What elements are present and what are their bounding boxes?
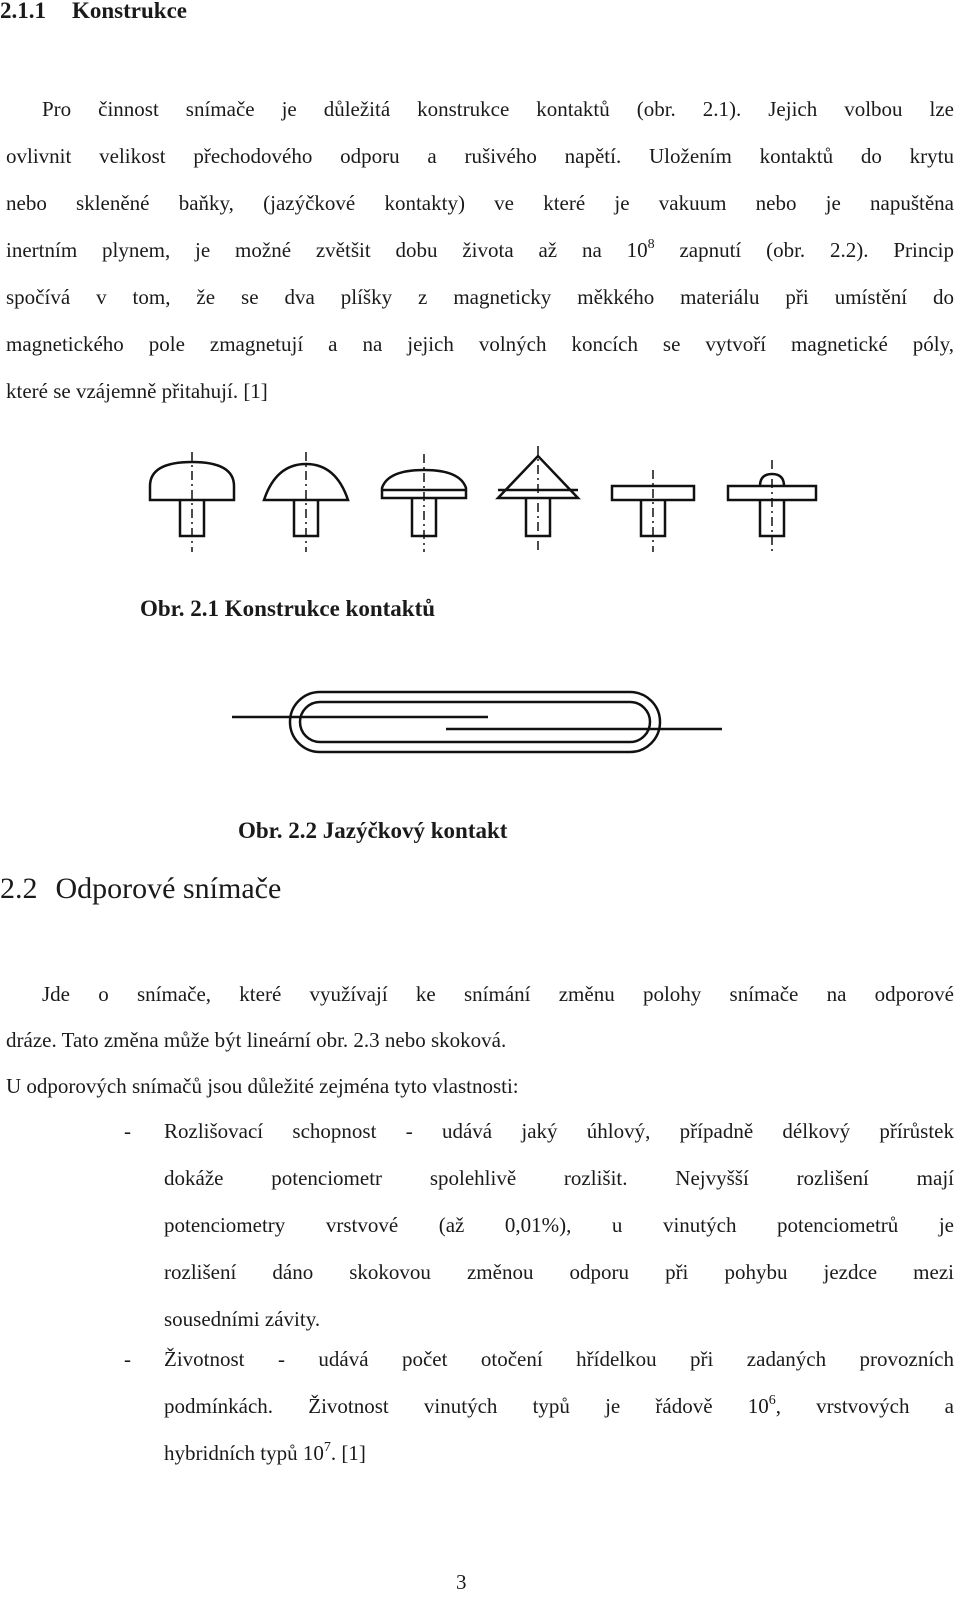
list-item-lifetime: [124, 1336, 954, 1486]
exponent: 7: [323, 1440, 331, 1455]
list-text: , vrstvových a: [775, 1394, 954, 1418]
list-text: hybridních typů 10: [164, 1441, 324, 1465]
contact-shape-plate-dome: [728, 460, 816, 552]
paragraph-line: nebo skleněné baňky, (jazýčkové kontakty) ve které je vakuum nebo je napuštěna: [6, 191, 954, 215]
list-line: rozlišení dáno skokovou změnou odporu při pohybu jezdce mezi: [164, 1260, 954, 1284]
exponent: 6: [768, 1393, 776, 1408]
paragraph-line: ovlivnit velikost přechodového odporu a rušivého napětí. Uložením kontaktů do krytu: [6, 144, 954, 168]
paragraph-text: inertním plynem, je možné zvětšit dobu života až na 10: [6, 238, 648, 262]
section-number: 2.1.1: [0, 0, 46, 23]
paragraph-text: zapnutí (obr. 2.2). Princip: [654, 238, 955, 262]
paragraph-line: které se vzájemně přitahují. [1]: [6, 379, 268, 403]
paragraph-line: spočívá v tom, že se dva plíšky z magneticky měkkého materiálu při umístění do: [6, 285, 954, 309]
section-heading-2-1-1: [0, 0, 187, 24]
contact-shape-mushroom: [150, 452, 234, 552]
list-item-text: [164, 1336, 954, 1477]
contact-shape-cone: [498, 446, 578, 552]
list-line: dokáže potenciometr spolehlivě rozlišit. Nejvyšší rozlišení mají: [164, 1166, 954, 1190]
contact-shape-dome: [264, 452, 348, 552]
glass-bulb-inner: [300, 702, 650, 742]
paragraph-line: Jde o snímače, které využívají ke snímání změnu polohy snímače na odporové: [42, 982, 954, 1006]
list-dash: -: [124, 1119, 131, 1143]
list-item-text: [164, 1108, 954, 1343]
list-line: Rozlišovací schopnost - udává jaký úhlový, případně délkový přírůstek: [164, 1119, 954, 1143]
section-number: 2.2: [0, 872, 38, 905]
list-line: [164, 1383, 954, 1430]
paragraph-line: dráze. Tato změna může být lineární obr. 2.3 nebo skoková.: [6, 1028, 507, 1052]
contact-shape-flat-plate: [612, 470, 694, 552]
list-item-resolution: [124, 1108, 954, 1348]
list-line: [164, 1430, 954, 1477]
list-text: . [1]: [330, 1441, 366, 1465]
figure-reed-contact: [0, 680, 960, 780]
section-title: Konstrukce: [72, 0, 187, 23]
paragraph-contacts: [6, 86, 954, 415]
list-line: Životnost - udává počet otočení hřídelkou při zadaných provozních: [164, 1347, 954, 1371]
figure-caption: Obr. 2.1 Konstrukce kontaktů: [140, 596, 436, 621]
list-text: podmínkách. Životnost vinutých typů je řádově 10: [164, 1394, 769, 1418]
paragraph-line: U odporových snímačů jsou důležité zejména tyto vlastnosti:: [6, 1074, 519, 1098]
section-title: Odporové snímače: [55, 872, 282, 905]
page-number: 3: [456, 1570, 467, 1594]
exponent: 8: [647, 237, 655, 252]
list-dash: -: [124, 1347, 131, 1371]
paragraph-line: Pro činnost snímače je důležitá konstrukce kontaktů (obr. 2.1). Jejich volbou lze: [42, 97, 954, 121]
figure-caption: Obr. 2.2 Jazýčkový kontakt: [238, 818, 508, 843]
list-line: potenciometry vrstvové (až 0,01%), u vinutých potenciometrů je: [164, 1213, 954, 1237]
list-line: sousedními závity.: [164, 1307, 321, 1331]
contact-shape-flat-dome: [382, 454, 466, 552]
paragraph-line: [6, 227, 954, 274]
figure-contact-shapes: [0, 440, 960, 580]
section-heading-2-2: [0, 872, 281, 906]
paragraph-resistive-sensors: [6, 971, 954, 1109]
paragraph-line: magnetického pole zmagnetují a na jejich volných koncích se vytvoří magnetické póly,: [6, 332, 954, 356]
